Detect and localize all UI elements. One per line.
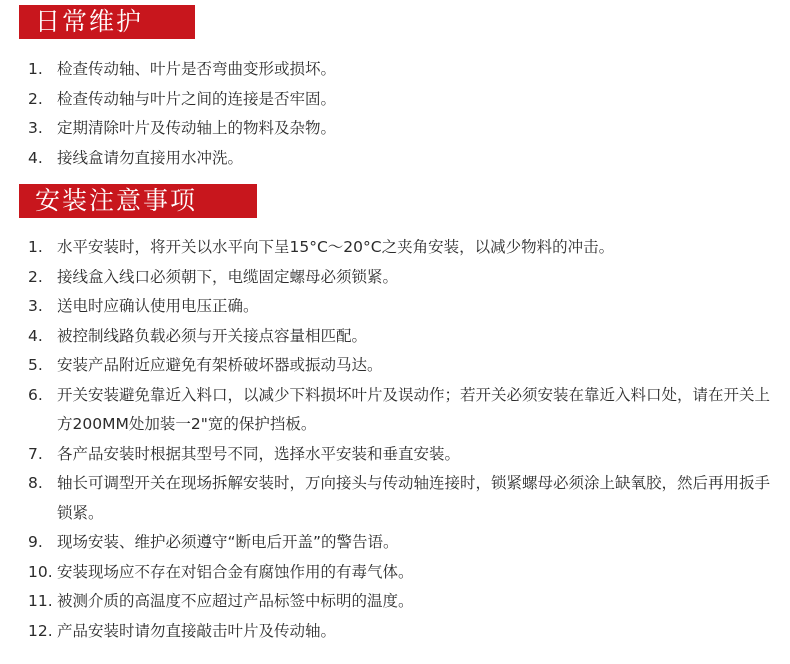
list-item bbox=[28, 440, 780, 470]
item-text: 检查传动轴与叶片之间的连接是否牢固。 bbox=[57, 89, 337, 108]
item-text: 轴长可调型开关在现场拆解安装时，万向接头与传动轴连接时，锁紧螺母必须涂上缺氧胶，然后再用扳手锁紧。 bbox=[57, 474, 771, 522]
section-header-installation-notes: 安装注意事项 bbox=[19, 184, 257, 218]
item-number: 7. bbox=[28, 444, 43, 463]
list-item bbox=[28, 322, 780, 352]
list-item bbox=[28, 114, 780, 144]
item-text: 现场安装、维护必须遵守“断电后开盖”的警告语。 bbox=[57, 533, 399, 551]
list-item bbox=[28, 85, 780, 115]
installation-notes-list bbox=[28, 233, 780, 646]
item-number: 9. bbox=[28, 533, 43, 551]
item-text: 接线盒入线口必须朝下，电缆固定螺母必须锁紧。 bbox=[57, 267, 399, 286]
item-number: 3. bbox=[28, 119, 43, 137]
item-text: 安装产品附近应避免有架桥破坏器或振动马达。 bbox=[57, 356, 383, 374]
item-number: 12. bbox=[28, 621, 53, 640]
list-item bbox=[28, 381, 780, 440]
list-item bbox=[28, 469, 780, 528]
item-number: 4. bbox=[28, 148, 43, 167]
list-item bbox=[28, 144, 780, 174]
item-text: 产品安装时请勿直接敲击叶片及传动轴。 bbox=[57, 621, 337, 640]
item-text: 送电时应确认使用电压正确。 bbox=[57, 297, 259, 315]
item-number: 2. bbox=[28, 89, 43, 108]
item-number: 1. bbox=[28, 60, 43, 78]
item-text: 检查传动轴、叶片是否弯曲变形或损坏。 bbox=[57, 60, 337, 78]
list-item bbox=[28, 558, 780, 588]
section-header-daily-maintenance: 日常维护 bbox=[19, 5, 195, 39]
item-number: 1. bbox=[28, 238, 43, 256]
list-item bbox=[28, 587, 780, 617]
item-text: 开关安装避免靠近入料口，以减少下料损坏叶片及误动作；若开关必须安装在靠近入料口处，请在开关上方200MM处加装一2"宽的保护挡板。 bbox=[57, 385, 771, 433]
item-text: 定期清除叶片及传动轴上的物料及杂物。 bbox=[57, 119, 337, 137]
list-item bbox=[28, 55, 780, 85]
list-item bbox=[28, 233, 780, 263]
item-number: 2. bbox=[28, 267, 43, 286]
item-number: 8. bbox=[28, 474, 43, 492]
list-item bbox=[28, 263, 780, 293]
item-text: 水平安装时，将开关以水平向下呈15°C～20°C之夹角安装，以减少物料的冲击。 bbox=[57, 238, 615, 256]
item-text: 被控制线路负载必须与开关接点容量相匹配。 bbox=[57, 326, 368, 345]
list-item bbox=[28, 617, 780, 647]
item-number: 10. bbox=[28, 562, 53, 581]
list-item bbox=[28, 351, 780, 381]
list-item bbox=[28, 528, 780, 558]
list-item bbox=[28, 292, 780, 322]
item-text: 安装现场应不存在对铝合金有腐蚀作用的有毒气体。 bbox=[57, 562, 414, 581]
item-text: 接线盒请勿直接用水冲洗。 bbox=[57, 148, 244, 167]
item-number: 4. bbox=[28, 326, 43, 345]
item-text: 各产品安装时根据其型号不同，选择水平安装和垂直安装。 bbox=[57, 444, 461, 463]
daily-maintenance-list bbox=[28, 55, 780, 173]
item-text: 被测介质的高温度不应超过产品标签中标明的温度。 bbox=[57, 592, 414, 610]
item-number: 5. bbox=[28, 356, 43, 374]
item-number: 3. bbox=[28, 297, 43, 315]
item-number: 11. bbox=[28, 592, 53, 610]
item-number: 6. bbox=[28, 385, 43, 404]
